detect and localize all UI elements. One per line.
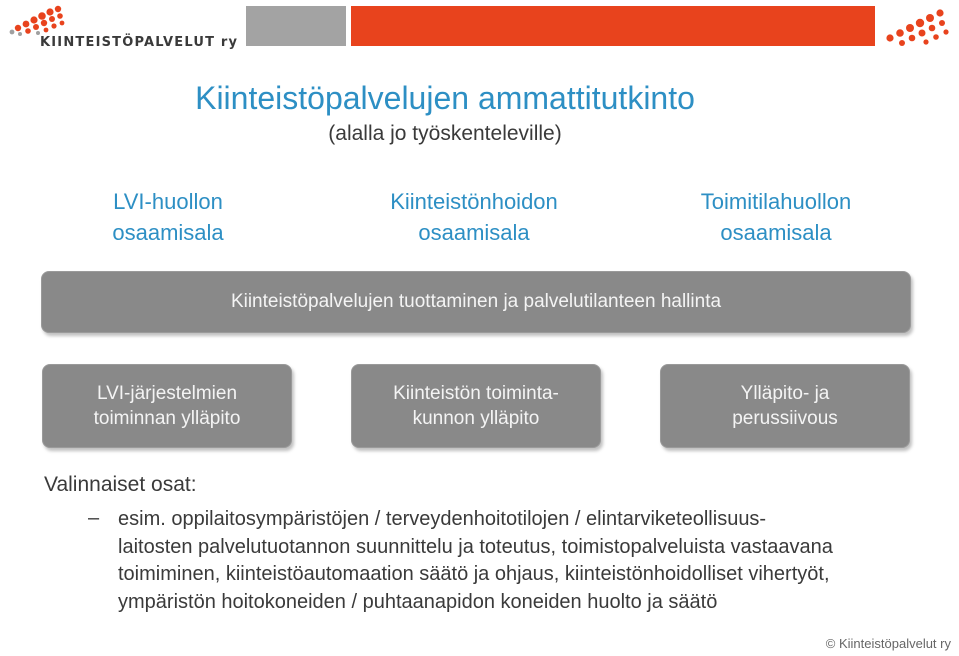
- description-line: esim. oppilaitosympäristöjen / terveydenhoitotilojen / elintarviketeollisuus-: [118, 508, 767, 530]
- description-line: toimiminen, kiinteistöautomaation säätö ja ohjaus, kiinteistönhoidolliset vihertyöt,: [118, 563, 830, 585]
- competence-area-toimitilahuolto: [656, 186, 896, 248]
- area-line2: osaamisala: [720, 220, 832, 245]
- description-line: ympäristön hoitokoneiden / puhtaanapidon koneiden huolto ja säätö: [118, 590, 718, 613]
- logo-dots-icon: [6, 4, 86, 36]
- competence-area-kiinteistonhoito: [354, 186, 594, 248]
- header-red-band: [351, 6, 875, 46]
- page-subtitle: (alalla jo työskenteleville): [328, 122, 562, 145]
- module-line1: Ylläpito- ja: [740, 383, 830, 404]
- copyright-notice: © Kiinteistöpalvelut ry: [825, 636, 951, 651]
- module-line1: LVI-järjestelmien: [96, 383, 238, 404]
- module-box-kiinteisto: [351, 364, 601, 448]
- optional-parts-description: [118, 506, 948, 616]
- optional-parts-heading: Valinnaiset osat:: [44, 473, 197, 496]
- competence-area-lvi: [48, 186, 288, 248]
- module-line1: Kiinteistön toiminta-: [393, 383, 559, 404]
- module-box-siivous: [660, 364, 910, 448]
- area-line1: Toimitilahuollon: [700, 189, 852, 214]
- bullet-dash: –: [88, 507, 100, 529]
- common-module-label: Kiinteistöpalvelujen tuottaminen ja palvelutilanteen hallinta: [230, 291, 722, 312]
- module-line2: perussiivous: [732, 408, 838, 429]
- module-line2: kunnon ylläpito: [412, 408, 540, 429]
- header-gray-band: [246, 6, 346, 46]
- area-line2: osaamisala: [418, 220, 530, 245]
- logo-dots-icon-right: [880, 4, 956, 48]
- module-box-lvi: [42, 364, 292, 448]
- area-line2: osaamisala: [112, 220, 224, 245]
- area-line1: Kiinteistönhoidon: [390, 189, 558, 214]
- logo-wordmark: KIINTEISTÖPALVELUT ry: [40, 35, 239, 50]
- organization-logo: [6, 4, 239, 50]
- module-line2: toiminnan ylläpito: [93, 408, 241, 429]
- page-title: Kiinteistöpalvelujen ammattitutkinto: [195, 80, 695, 116]
- common-module-bar: [41, 271, 911, 333]
- description-line: laitosten palvelutuotannon suunnittelu ja toteutus, toimistopalveluista vastaavana: [118, 535, 833, 558]
- area-line1: LVI-huollon: [113, 189, 223, 214]
